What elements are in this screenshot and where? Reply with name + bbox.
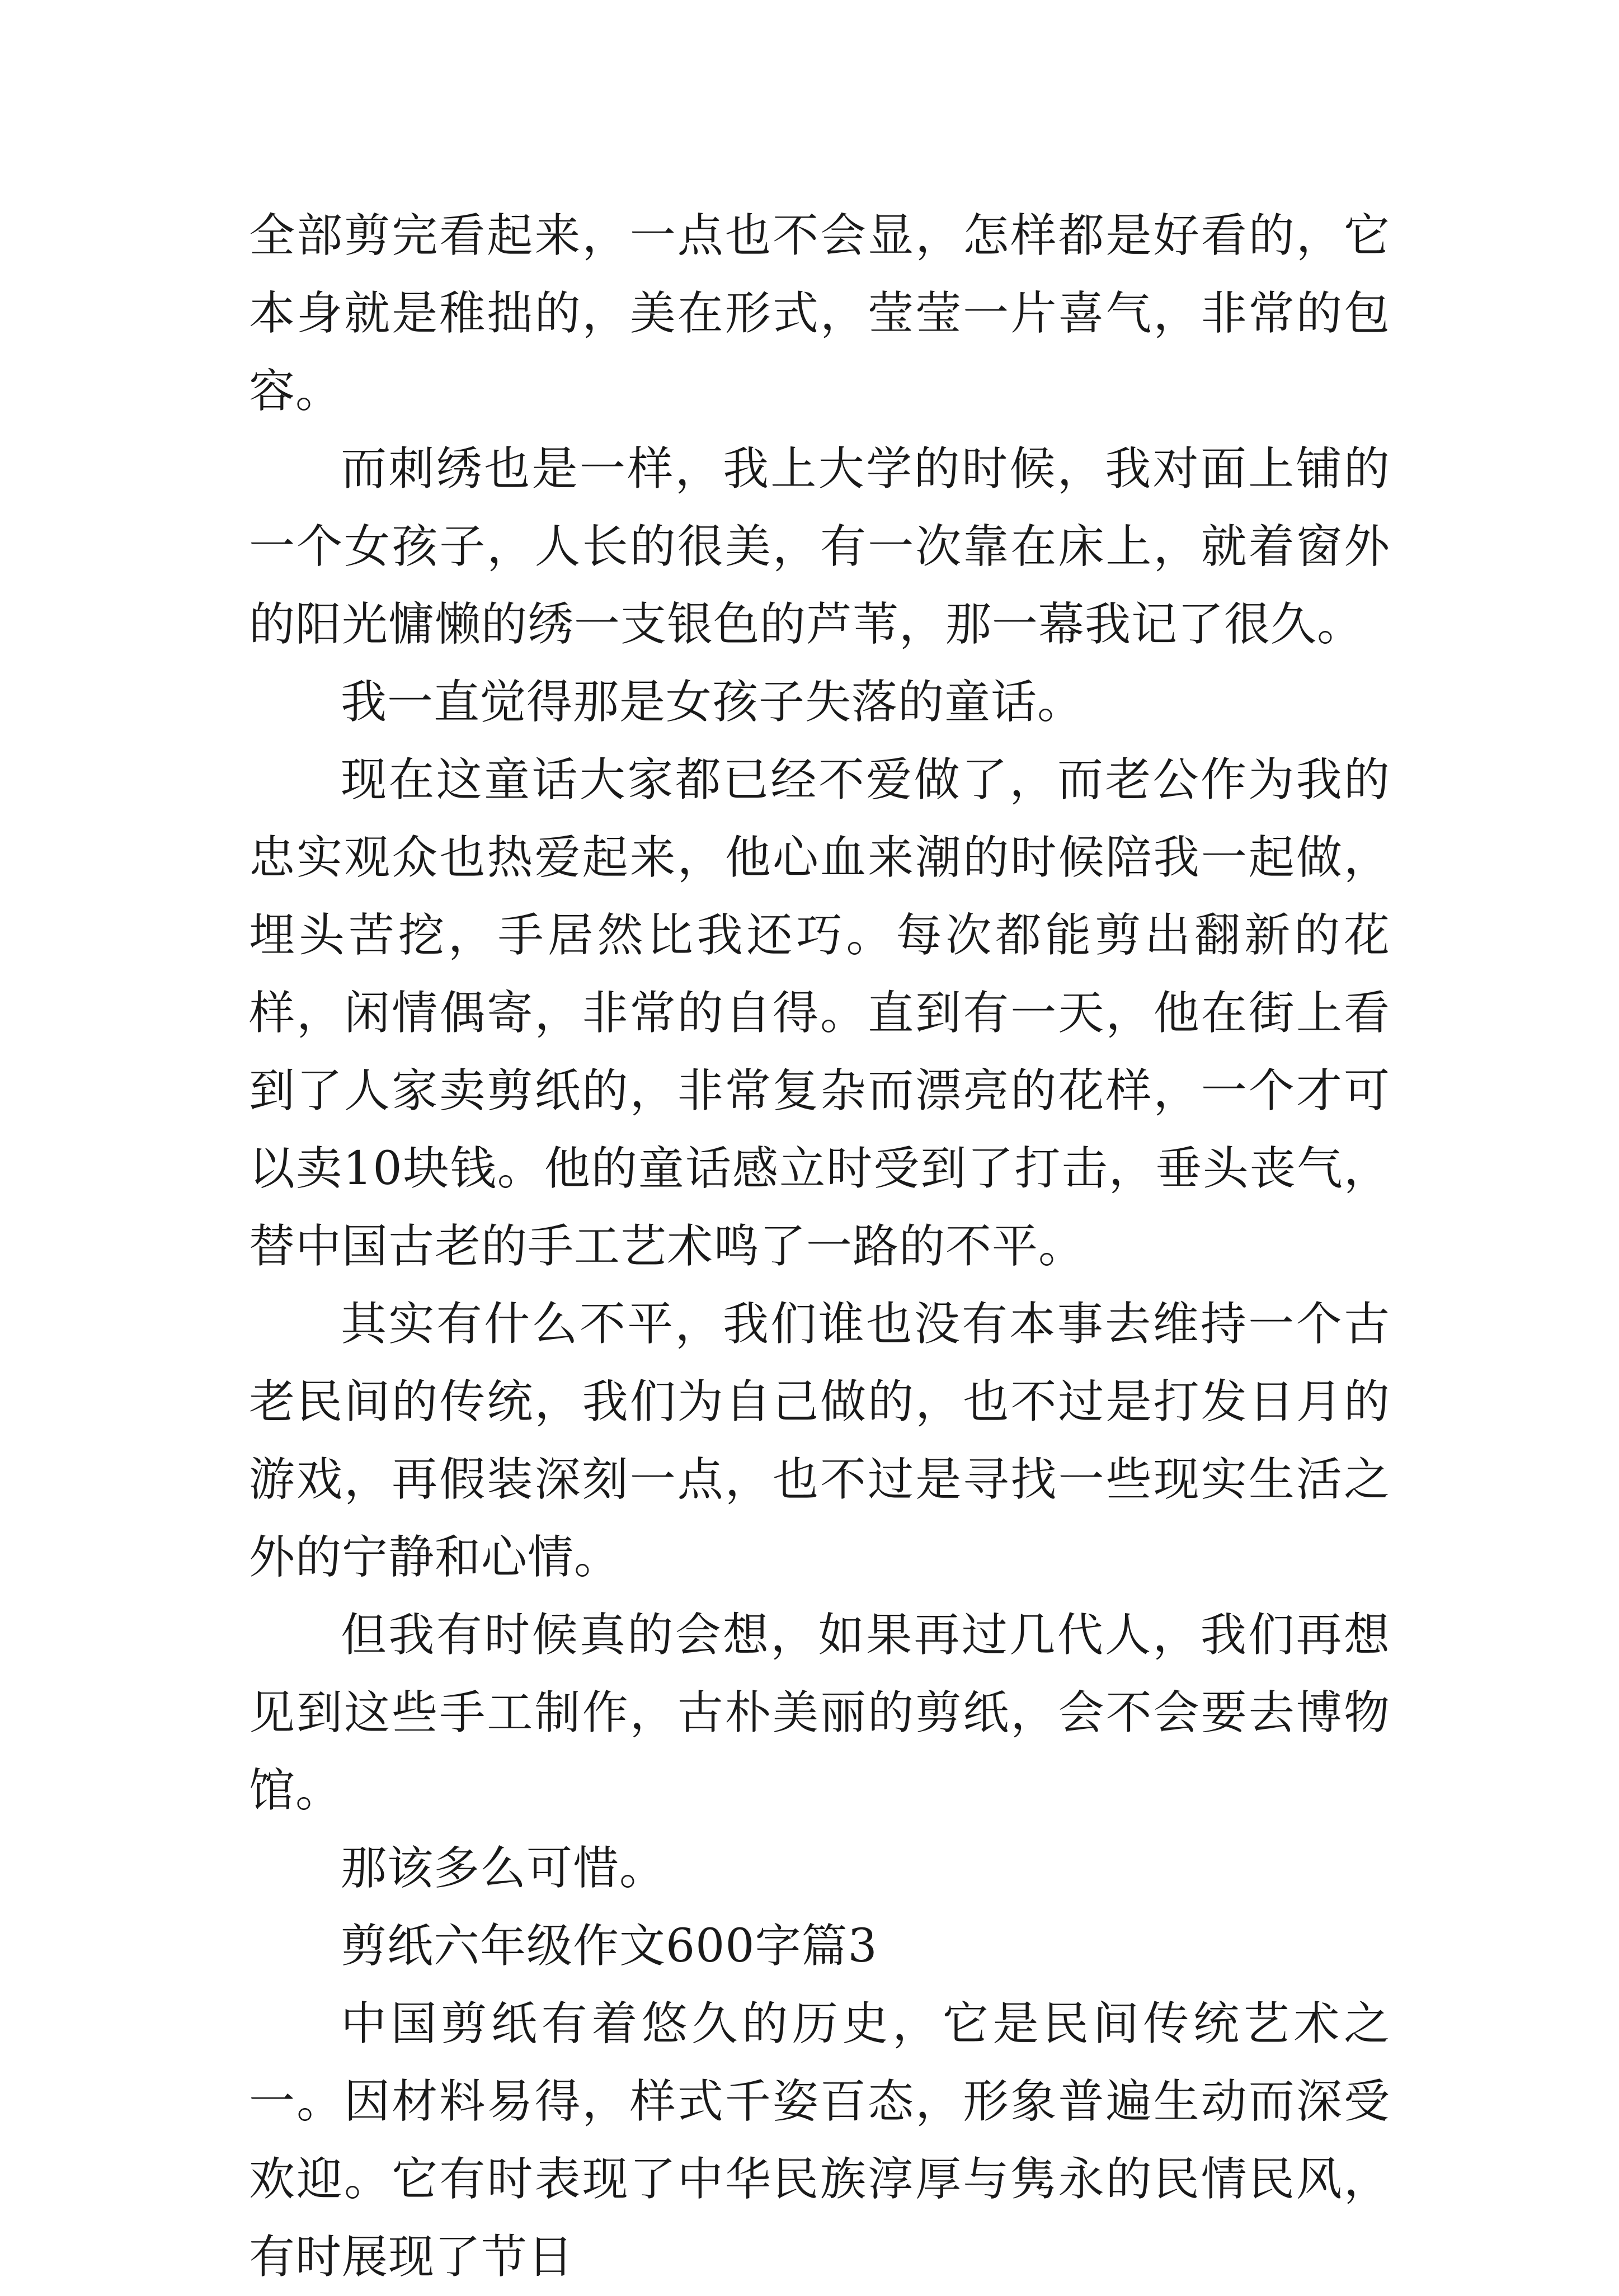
paragraph: 全部剪完看起来，一点也不会显，怎样都是好看的，它本身就是稚拙的，美在形式，莹莹一片喜气，非常的包容。 xyxy=(249,209,1390,418)
paragraph: 那该多么可惜。 xyxy=(341,1842,666,1895)
document-body xyxy=(249,197,1390,2296)
paragraph: 中国剪纸有着悠久的历史，它是民间传统艺术之一。因材料易得，样式千姿百态，形象普遍生动而深受欢迎。它有时表现了中华民族淳厚与隽永的民情民风，有时展现了节日 xyxy=(249,1997,1390,2284)
section-heading: 剪纸六年级作文600字篇3 xyxy=(341,1920,878,1973)
paragraph: 而刺绣也是一样，我上大学的时候，我对面上铺的一个女孩子，人长的很美，有一次靠在床上，就着窗外的阳光慵懒的绣一支银色的芦苇，那一幕我记了很久。 xyxy=(249,442,1390,651)
paragraph: 我一直觉得那是女孩子失落的童话。 xyxy=(341,676,1084,729)
paragraph: 其实有什么不平，我们谁也没有本事去维持一个古老民间的传统，我们为自己做的，也不过是打发日月的游戏，再假装深刻一点，也不过是寻找一些现实生活之外的宁静和心情。 xyxy=(249,1298,1390,1584)
paragraph: 现在这童话大家都已经不爱做了，而老公作为我的忠实观众也热爱起来，他心血来潮的时候陪我一起做，埋头苦挖，手居然比我还巧。每次都能剪出翻新的花样，闲情偶寄，非常的自得。直到有一天，他在街上看到了人家卖剪纸的，非常复杂而漂亮的花样，一个才可以卖10块钱。他的童话感立时受到了打击，垂头丧气，替中国古老的手工艺术鸣了一路的不平。 xyxy=(249,753,1390,1273)
paragraph: 但我有时候真的会想，如果再过几代人，我们再想见到这些手工制作，古朴美丽的剪纸，会不会要去博物馆。 xyxy=(249,1609,1390,1817)
